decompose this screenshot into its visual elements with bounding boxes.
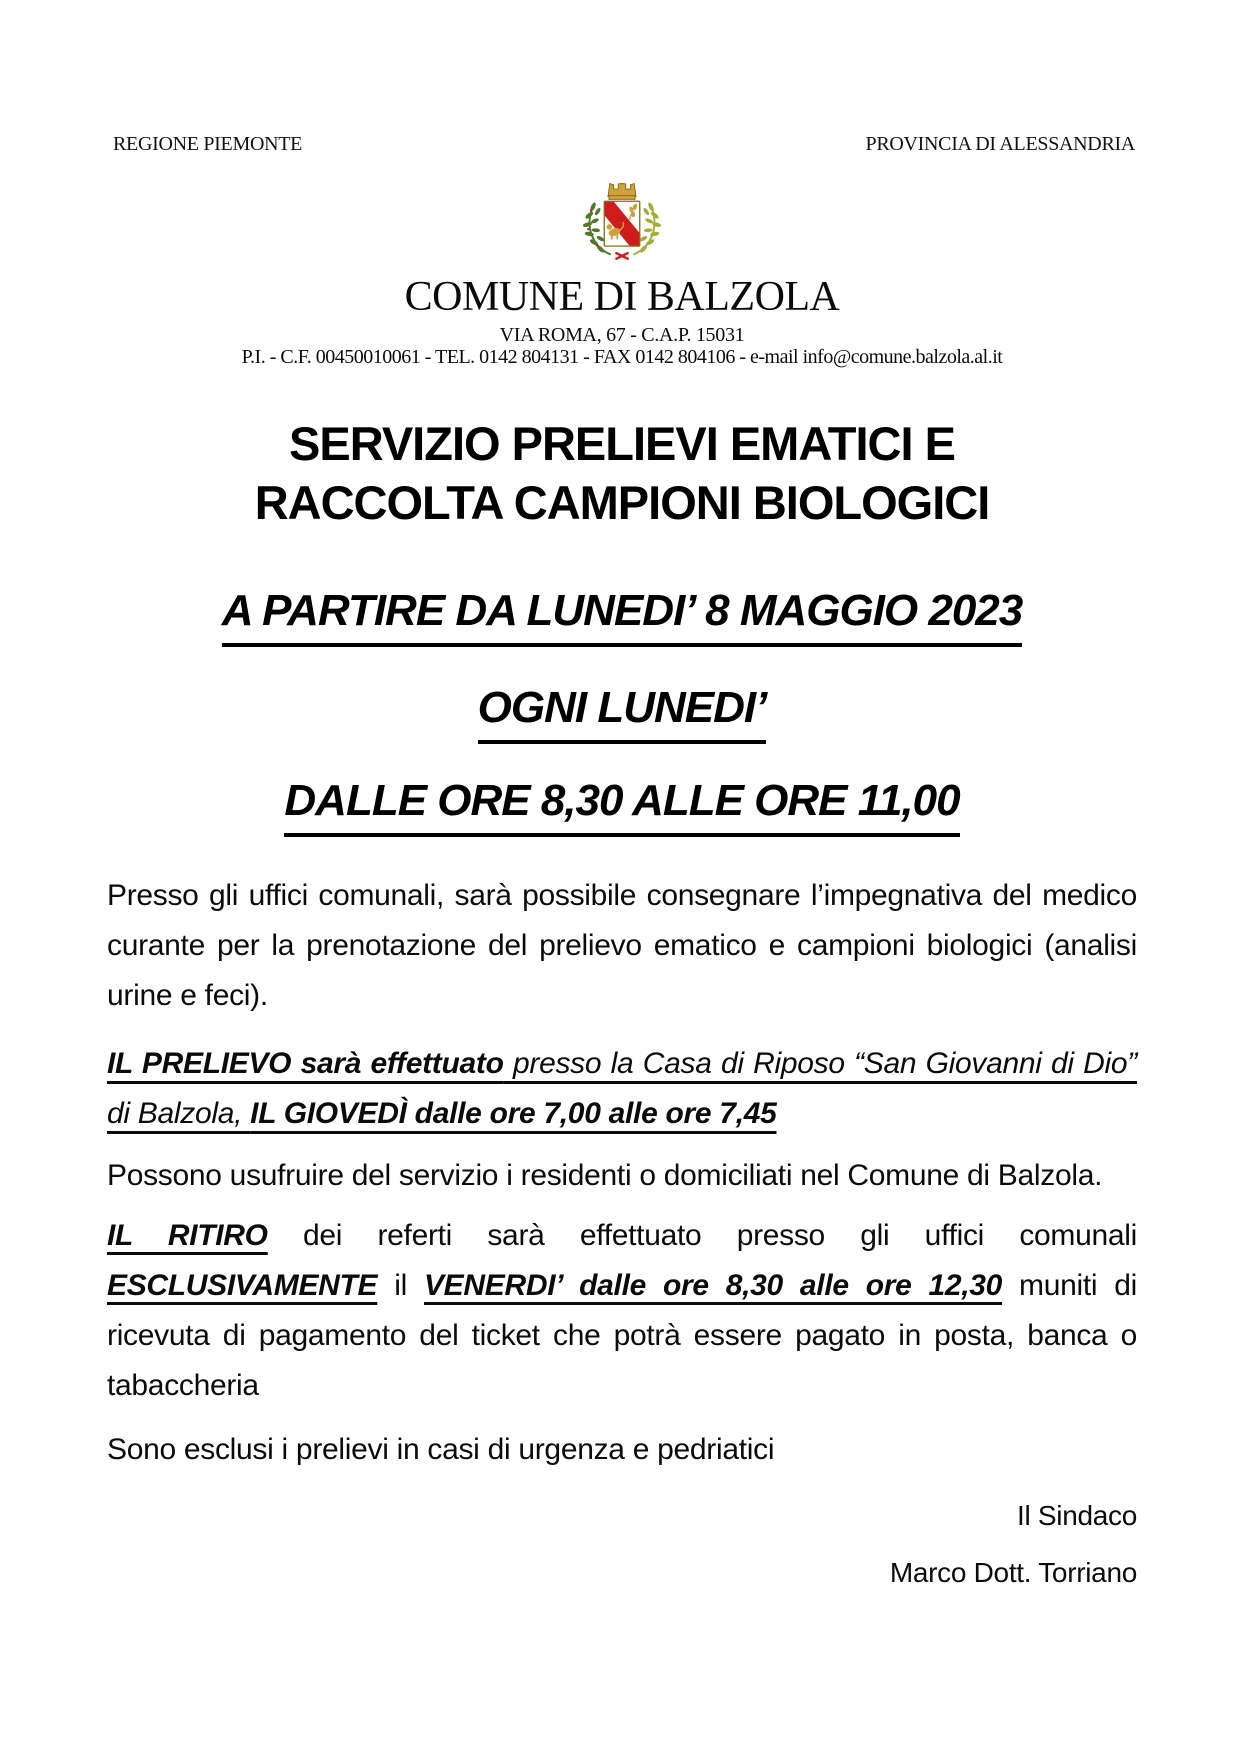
letterhead-row <box>107 134 1137 154</box>
notice-title <box>107 414 1137 532</box>
region-label: REGIONE PIEMONTE <box>113 133 303 155</box>
ribbon-icon <box>615 253 628 260</box>
ritiro-text-1: dei referti sarà effettuato presso gli uffici comunali <box>267 1219 1137 1252</box>
prelievo-emphasis-2: IL GIOVEDÌ dalle ore 7,00 alle ore 7,45 <box>250 1097 777 1130</box>
signature-role: Il Sindaco <box>1017 1500 1137 1531</box>
ritiro-text-3: muniti di ricevuta di pagamento del ticket che potrà essere pagato in posta, banca o tabaccheria <box>107 1269 1137 1402</box>
ritiro-emphasis-3: VENERDI’ dalle ore 8,30 alle ore 12,30 <box>423 1269 1003 1302</box>
paragraph-intro: Presso gli uffici comunali, sarà possibile consegnare l’impegnativa del medico curante per la prenotazione del prelievo ematico e campioni biologici (analisi urine e feci). <box>107 879 1137 1012</box>
address-line: VIA ROMA, 67 - C.A.P. 15031 <box>499 324 745 346</box>
paragraph-residenti: Possono usufruire del servizio i residenti o domiciliati nel Comune di Balzola. <box>107 1159 1103 1192</box>
contacts-line: P.I. - C.F. 00450010061 - TEL. 0142 804131 - FAX 0142 804106 - e-mail info@comune.balzola.al.it <box>241 346 1003 368</box>
prelievo-emphasis-1: IL PRELIEVO sarà effettuato <box>107 1047 504 1080</box>
schedule-heading-start-date: A PARTIRE DA LUNEDI’ 8 MAGGIO 2023 <box>107 586 1137 647</box>
comune-title: COMUNE DI BALZOLA <box>404 274 840 320</box>
notice-title-line2: RACCOLTA CAMPIONI BIOLOGICI <box>254 476 990 529</box>
paragraph-prelievo <box>107 1039 1137 1139</box>
ritiro-emphasis-1: IL RITIRO <box>107 1219 268 1252</box>
paragraph-ritiro <box>107 1211 1137 1411</box>
schedule-heading-weekday: OGNI LUNEDI’ <box>107 683 1137 744</box>
paragraph-esclusioni: Sono esclusi i prelievi in casi di urgenza e pedriatici <box>107 1433 775 1466</box>
coat-of-arms <box>107 176 1137 262</box>
mural-crown-icon <box>608 183 636 199</box>
signature-name: Marco Dott. Torriano <box>889 1557 1137 1588</box>
notice-title-line1: SERVIZIO PRELIEVI EMATICI E <box>289 417 955 470</box>
balzola-coat-of-arms-icon <box>575 176 669 262</box>
ritiro-emphasis-2: ESCLUSIVAMENTE <box>107 1269 378 1302</box>
schedule-heading-hours: DALLE ORE 8,30 ALLE ORE 11,00 <box>107 776 1137 837</box>
prelievo-text-1: presso la Casa di Riposo “San Giovanni di Dio” di Balzola, <box>107 1047 1137 1130</box>
province-label: PROVINCIA DI ALESSANDRIA <box>865 133 1135 155</box>
shield-icon <box>602 200 641 248</box>
ritiro-text-2: il <box>377 1269 424 1302</box>
